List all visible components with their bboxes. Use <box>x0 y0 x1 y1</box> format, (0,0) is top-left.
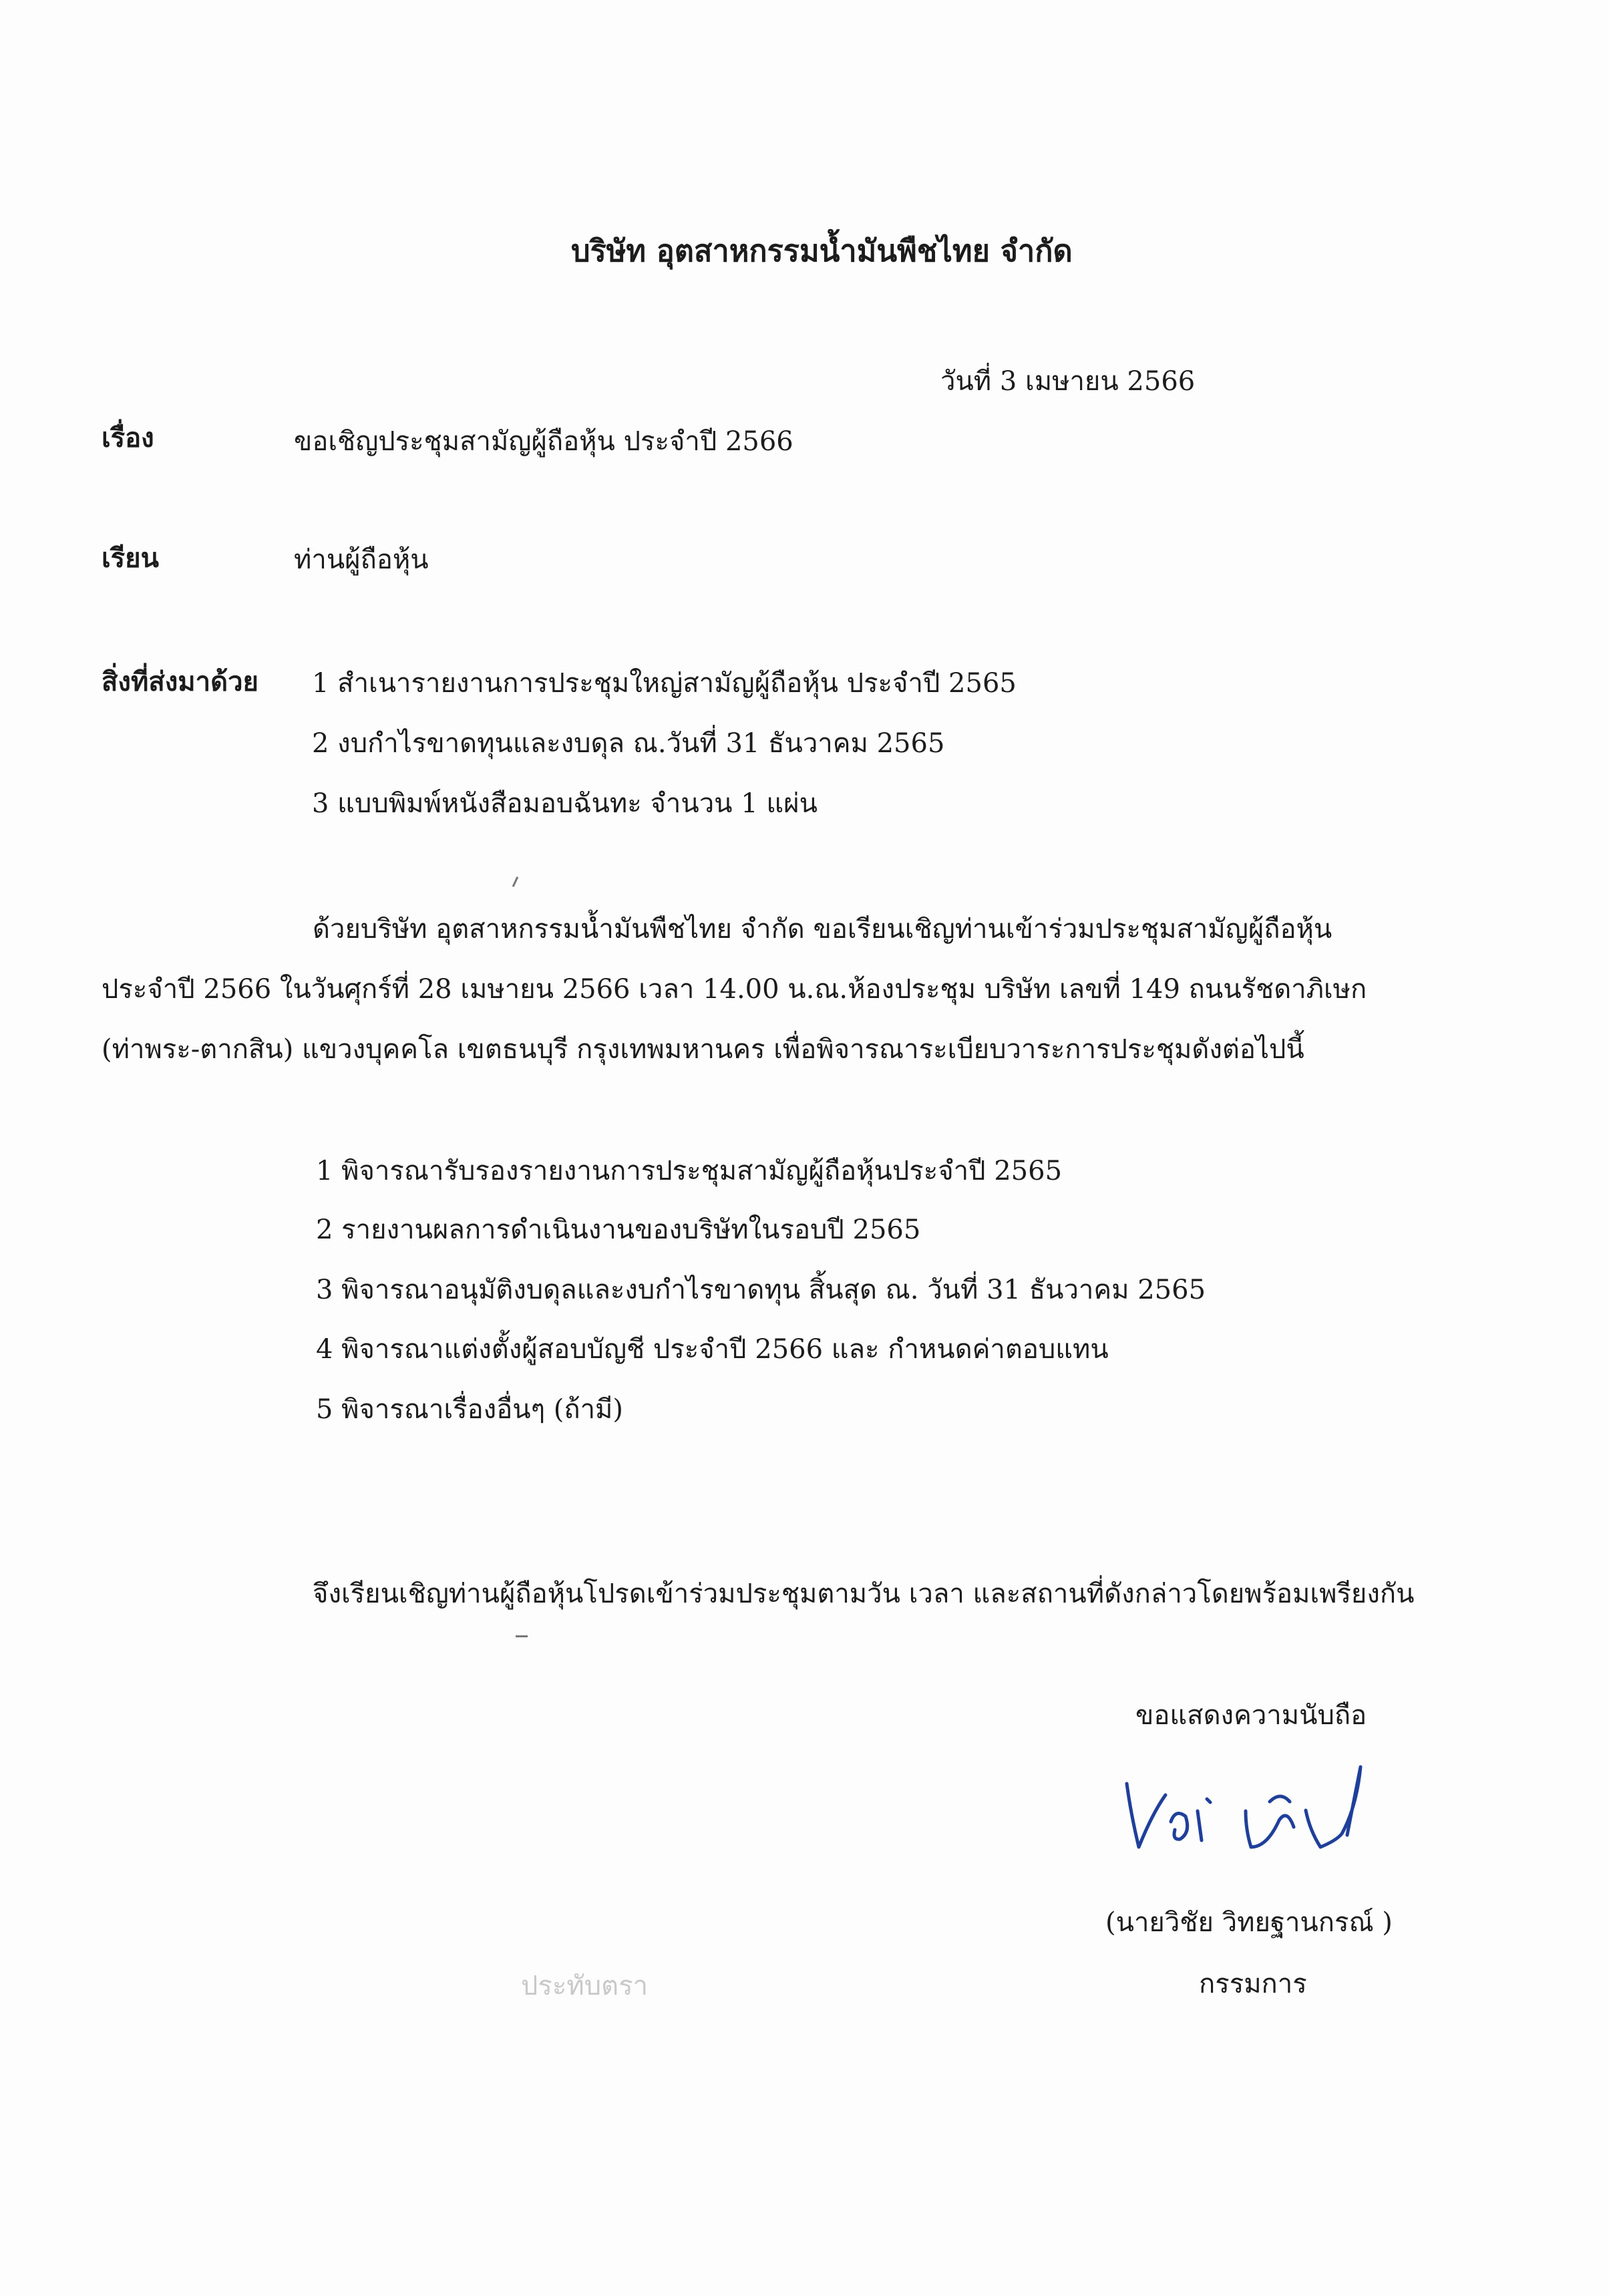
company-title: บริษัท อุตสาหกรรมน้ำมันพืชไทย จำกัด <box>571 233 1073 269</box>
enclosure-item: 1 สำเนารายงานการประชุมใหญ่สามัญผู้ถือหุ้น ประจำปี 2565 <box>312 668 1017 699</box>
letter-date: วันที่ 3 เมษายน 2566 <box>940 366 1196 397</box>
agenda-item: 1 พิจารณารับรองรายงานการประชุมสามัญผู้ถือหุ้นประจำปี 2565 <box>316 1156 1063 1186</box>
regards-text: ขอแสดงความนับถือ <box>1135 1700 1367 1731</box>
agenda-item: 3 พิจารณาอนุมัติงบดุลและงบกำไรขาดทุน สิ้นสุด ณ. วันที่ 31 ธันวาคม 2565 <box>316 1275 1206 1305</box>
company-stamp-placeholder: ประทับตรา <box>521 1971 649 2001</box>
body-line: (ท่าพระ-ตากสิน) แขวงบุคคโล เขตธนบุรี กรุงเทพมหานคร เพื่อพิจารณาระเบียบวาระการประชุมดังต่อไปนี้ <box>102 1034 1304 1065</box>
agenda-item: 2 รายงานผลการดำเนินงานของบริษัทในรอบปี 2565 <box>316 1214 921 1245</box>
enclosure-item: 3 แบบพิมพ์หนังสือมอบฉันทะ จำนวน 1 แผ่น <box>312 788 818 819</box>
recipient-label: เรียน <box>102 542 159 574</box>
scan-speck <box>512 876 518 887</box>
subject-label: เรื่อง <box>102 422 154 454</box>
signature <box>1112 1747 1406 1864</box>
closing-line: จึงเรียนเชิญท่านผู้ถือหุ้นโปรดเข้าร่วมประชุมตามวัน เวลา และสถานที่ดังกล่าวโดยพร้อมเพรียงกัน <box>313 1579 1415 1609</box>
recipient-text: ท่านผู้ถือหุ้น <box>294 544 429 575</box>
signatory-name: (นายวิชัย วิทยฐานกรณ์ ) <box>1105 1907 1393 1938</box>
subject-text: ขอเชิญประชุมสามัญผู้ถือหุ้น ประจำปี 2566 <box>294 426 793 457</box>
signatory-title: กรรมการ <box>1199 1969 1307 1999</box>
body-line: ด้วยบริษัท อุตสาหกรรมน้ำมันพืชไทย จำกัด ขอเรียนเชิญท่านเข้าร่วมประชุมสามัญผู้ถือหุ้น <box>313 914 1332 945</box>
body-line: ประจำปี 2566 ในวันศุกร์ที่ 28 เมษายน 2566 เวลา 14.00 น.ณ.ห้องประชุม บริษัท เลขที่ 149 ถนนรัชดาภิเษก <box>102 974 1367 1005</box>
scan-speck <box>516 1635 528 1637</box>
agenda-item: 4 พิจารณาแต่งตั้งผู้สอบบัญชี ประจำปี 2566 และ กำหนดค่าตอบแทน <box>316 1334 1109 1365</box>
agenda-item: 5 พิจารณาเรื่องอื่นๆ (ถ้ามี) <box>316 1394 624 1425</box>
enclosures-label: สิ่งที่ส่งมาด้วย <box>102 666 258 697</box>
enclosure-item: 2 งบกำไรขาดทุนและงบดุล ณ.วันที่ 31 ธันวาคม 2565 <box>312 728 945 759</box>
